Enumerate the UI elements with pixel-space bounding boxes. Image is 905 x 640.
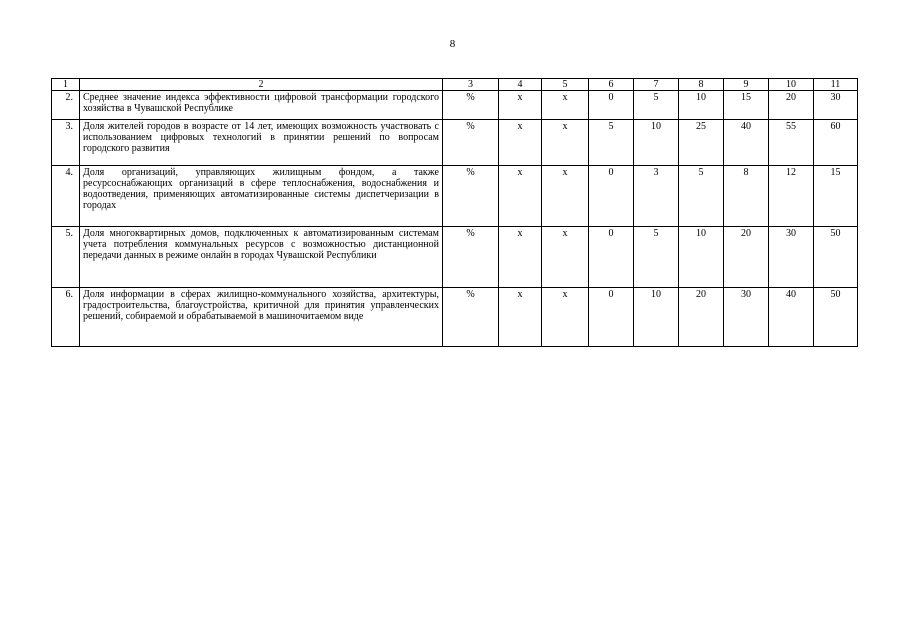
header-cell: 5 [542, 79, 589, 91]
value-cell: 25 [679, 120, 724, 166]
value-cell: 10 [679, 227, 724, 288]
value-cell: 3 [634, 166, 679, 227]
value-cell: 10 [679, 91, 724, 120]
value-cell: 0 [589, 166, 634, 227]
header-cell: 2 [80, 79, 443, 91]
value-cell: 5 [589, 120, 634, 166]
value-cell: 8 [724, 166, 769, 227]
indicators-table [51, 78, 858, 347]
value-cell: 5 [634, 91, 679, 120]
value-cell: 5 [679, 166, 724, 227]
row-number: 3. [52, 120, 80, 166]
unit-cell: % [443, 91, 499, 120]
unit-cell: % [443, 120, 499, 166]
value-cell: 30 [724, 288, 769, 347]
value-cell: x [499, 166, 542, 227]
value-cell: x [542, 91, 589, 120]
table-row [52, 166, 858, 227]
value-cell: 12 [769, 166, 814, 227]
table-row [52, 227, 858, 288]
table-row [52, 91, 858, 120]
value-cell: x [542, 120, 589, 166]
indicator-name: Доля жителей городов в возрасте от 14 лет, имеющих возможность участвовать с использованием цифровых технологий в принятии решений по вопросам городского развития [80, 120, 443, 166]
indicator-name: Доля многоквартирных домов, подключенных к автоматизированным системам учета потребления коммунальных ресурсов с возможностью дистанционной передачи данных в режиме онлайн в городах Чувашской Республики [80, 227, 443, 288]
value-cell: x [499, 227, 542, 288]
header-cell: 6 [589, 79, 634, 91]
value-cell: 60 [814, 120, 858, 166]
value-cell: 15 [724, 91, 769, 120]
value-cell: 5 [634, 227, 679, 288]
value-cell: 0 [589, 227, 634, 288]
table-header-row [52, 79, 858, 91]
value-cell: 10 [634, 120, 679, 166]
header-cell: 3 [443, 79, 499, 91]
header-cell: 1 [52, 79, 80, 91]
unit-cell: % [443, 288, 499, 347]
header-cell: 10 [769, 79, 814, 91]
value-cell: 20 [769, 91, 814, 120]
value-cell: x [542, 166, 589, 227]
page-number: 8 [449, 38, 456, 50]
row-number: 6. [52, 288, 80, 347]
header-cell: 4 [499, 79, 542, 91]
row-number: 4. [52, 166, 80, 227]
value-cell: x [542, 288, 589, 347]
value-cell: 0 [589, 288, 634, 347]
header-cell: 11 [814, 79, 858, 91]
header-cell: 8 [679, 79, 724, 91]
header-cell: 7 [634, 79, 679, 91]
value-cell: 0 [589, 91, 634, 120]
table-row [52, 120, 858, 166]
value-cell: 40 [769, 288, 814, 347]
row-number: 5. [52, 227, 80, 288]
value-cell: 50 [814, 227, 858, 288]
value-cell: 30 [814, 91, 858, 120]
value-cell: 30 [769, 227, 814, 288]
table-row [52, 288, 858, 347]
indicator-name: Доля информации в сферах жилищно-коммунального хозяйства, архитектуры, градостроительства, благоустройства, критичной для принятия управленческих решений, собираемой и обрабатываемой в машиночитаемом виде [80, 288, 443, 347]
value-cell: x [499, 288, 542, 347]
value-cell: x [499, 91, 542, 120]
value-cell: 50 [814, 288, 858, 347]
value-cell: 20 [679, 288, 724, 347]
indicator-name: Доля организаций, управляющих жилищным фондом, а также ресурсоснабжающих организаций в сфере теплоснабжения, водоснабжения и водоотведения, применяющих автоматизированные системы диспетчеризации в городах [80, 166, 443, 227]
value-cell: 15 [814, 166, 858, 227]
value-cell: 40 [724, 120, 769, 166]
unit-cell: % [443, 227, 499, 288]
unit-cell: % [443, 166, 499, 227]
value-cell: x [499, 120, 542, 166]
header-cell: 9 [724, 79, 769, 91]
value-cell: x [542, 227, 589, 288]
value-cell: 20 [724, 227, 769, 288]
row-number: 2. [52, 91, 80, 120]
value-cell: 55 [769, 120, 814, 166]
indicator-name: Среднее значение индекса эффективности цифровой трансформации городского хозяйства в Чувашской Республике [80, 91, 443, 120]
value-cell: 10 [634, 288, 679, 347]
